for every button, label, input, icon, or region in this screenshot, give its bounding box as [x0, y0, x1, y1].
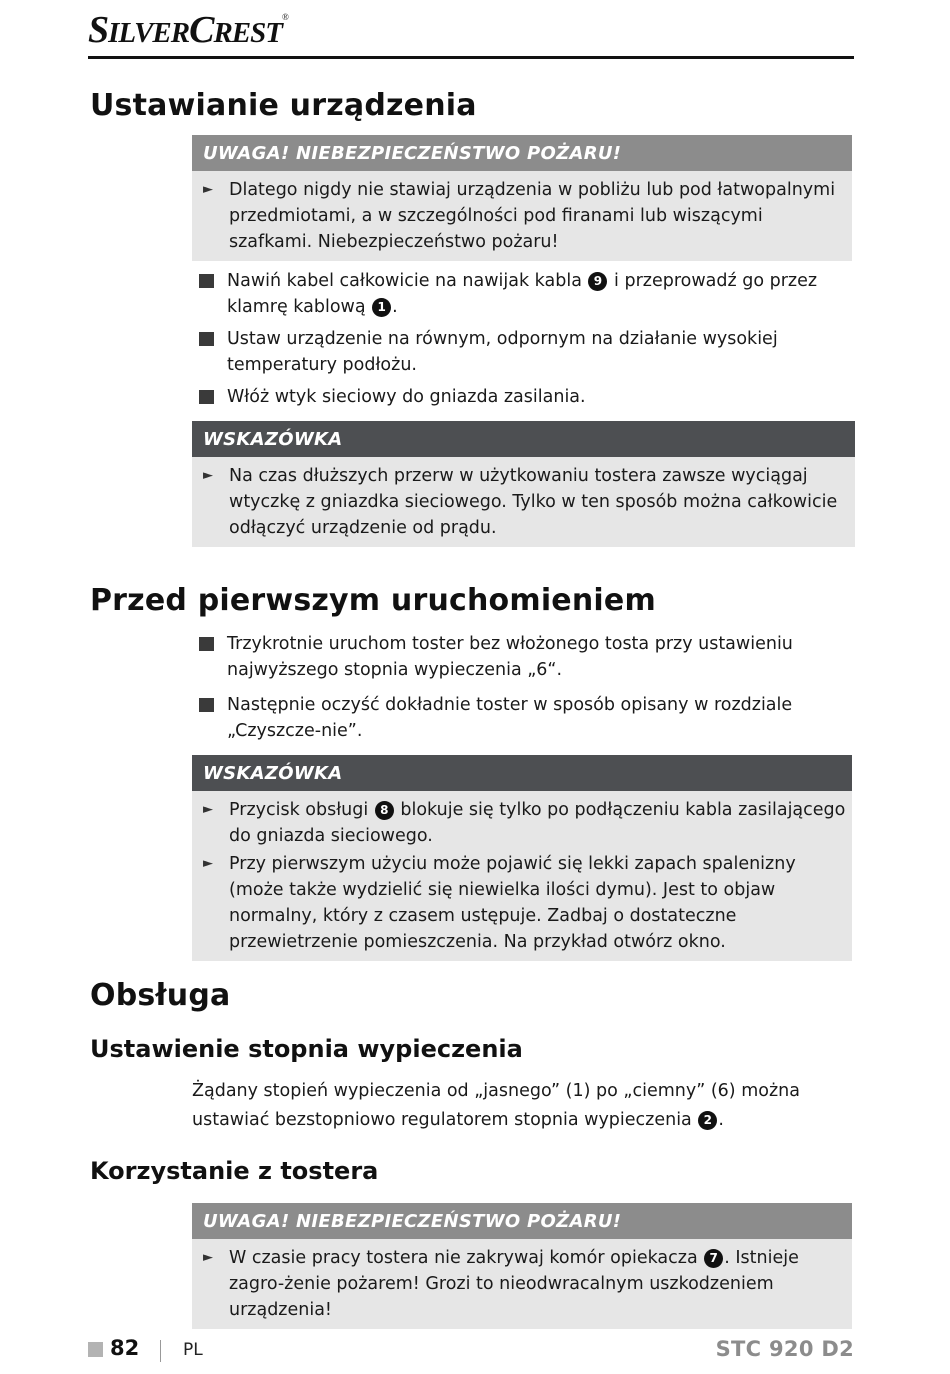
callout-number-icon: 8: [375, 801, 394, 820]
list-item: Ustaw urządzenie na równym, odpornym na działanie wysokiej temperatury podłożu.: [199, 326, 859, 378]
square-bullet-icon: [199, 637, 214, 651]
hint-title: WSKAZÓWKA: [192, 755, 852, 791]
language-code: PL: [183, 1340, 203, 1360]
footer-square-icon: [88, 1342, 103, 1357]
callout-number-icon: 7: [704, 1249, 723, 1268]
hint-item: ► Przycisk obsługi 8 blokuje się tylko po podłączeniu kabla zasilającego do gniazda sieciowego.: [192, 797, 852, 849]
hint-item: ► Przy pierwszym użyciu może pojawić się lekki zapach spalenizny (może także wydzielić się niewielka ilości dymu). Jest to objaw normalny, który z czasem ustępuje. Zadbaj o dostateczne przewietrzenie pomieszczenia. Na przykład otwórz okno.: [192, 851, 852, 955]
page-number: 82: [110, 1336, 140, 1360]
section-title-setup: Ustawianie urządzenia: [90, 88, 477, 123]
list-item: Trzykrotnie uruchom toster bez włożonego tosta przy ustawieniu najwyższego stopnia wypieczenia „6“.: [199, 631, 859, 683]
hint-box: [192, 755, 852, 961]
subsection-title-browning: Ustawienie stopnia wypieczenia: [90, 1035, 523, 1063]
callout-number-icon: 1: [372, 298, 391, 317]
arrow-right-icon: ►: [203, 182, 213, 197]
fire-warning-box: [192, 1203, 852, 1329]
warning-title: UWAGA! NIEBEZPIECZEŃSTWO POŻARU!: [192, 135, 852, 171]
hint-title: WSKAZÓWKA: [192, 421, 855, 457]
warning-item: ► Dlatego nigdy nie stawiaj urządzenia w pobliżu lub pod łatwopalnymi przedmiotami, a w szczególności pod firanami lub wiszącymi szafkami. Niebezpieczeństwo pożaru!: [192, 177, 852, 255]
model-number: STC 920 D2: [715, 1337, 854, 1361]
arrow-right-icon: ►: [203, 802, 213, 817]
list-item: Nawiń kabel całkowicie na nawijak kabla 9 i przeprowadź go przez klamrę kablową 1 .: [199, 268, 859, 320]
callout-number-icon: 9: [588, 272, 607, 291]
arrow-right-icon: ►: [203, 468, 213, 483]
body-paragraph: Żądany stopień wypieczenia od „jasnego” (1) po „ciemny” (6) można ustawiać bezstopniowo regulatorem stopnia wypieczenia 2 .: [192, 1081, 800, 1130]
square-bullet-icon: [199, 274, 214, 288]
section-title-operation: Obsługa: [90, 978, 231, 1013]
square-bullet-icon: [199, 698, 214, 712]
hint-item: ► Na czas dłuższych przerw w użytkowaniu tostera zawsze wyciągaj wtyczkę z gniazdka sieciowego. Tylko w ten sposób można całkowicie odłączyć urządzenie od prądu.: [192, 463, 855, 541]
square-bullet-icon: [199, 390, 214, 404]
arrow-right-icon: ►: [203, 856, 213, 871]
brand-logo: SILVERCREST®: [88, 9, 288, 51]
list-item: Włóż wtyk sieciowy do gniazda zasilania.: [199, 384, 859, 410]
footer-divider: [160, 1340, 161, 1362]
subsection-title-using-toaster: Korzystanie z tostera: [90, 1157, 379, 1185]
square-bullet-icon: [199, 332, 214, 346]
callout-number-icon: 2: [698, 1111, 717, 1130]
list-item: Następnie oczyść dokładnie toster w sposób opisany w rozdziale „Czyszcze-nie”.: [199, 692, 859, 744]
section-title-first-use: Przed pierwszym uruchomieniem: [90, 583, 656, 618]
header-rule: [88, 56, 854, 59]
hint-box: [192, 421, 855, 547]
warning-item: ► W czasie pracy tostera nie zakrywaj komór opiekacza 7 . Istnieje zagro-żenie pożarem! Grozi to nieodwracalnym uszkodzeniem urządzenia!: [192, 1245, 852, 1323]
fire-warning-box: [192, 135, 852, 261]
warning-title: UWAGA! NIEBEZPIECZEŃSTWO POŻARU!: [192, 1203, 852, 1239]
arrow-right-icon: ►: [203, 1250, 213, 1265]
